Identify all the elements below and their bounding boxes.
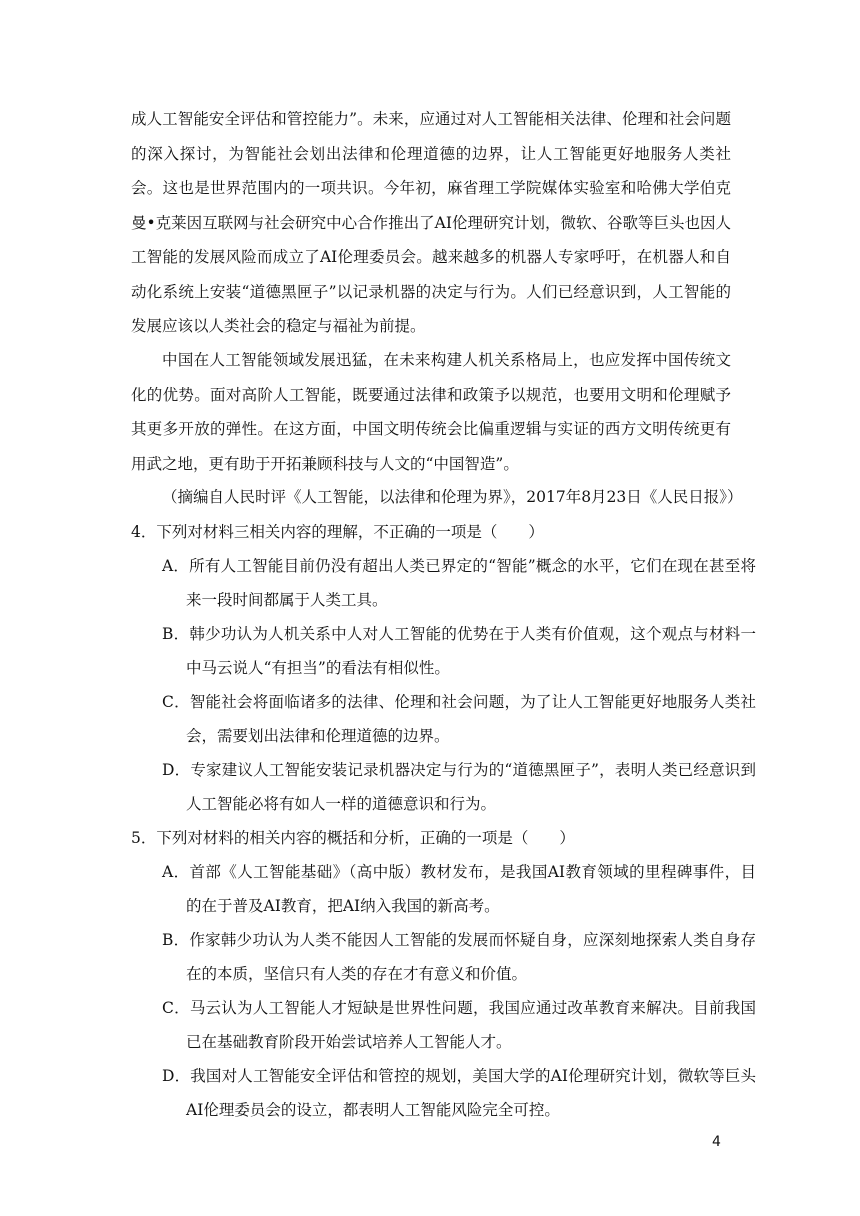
page-number: 4 [712,1134,721,1150]
passage-paragraph-2: 中国在人工智能领域发展迅猛，在未来构建人机关系格局上，也应发挥中国传统文化的优势。面对高阶人工智能，既要通过法律和政策予以规范，也要用文明和伦理赋予其更多开放的弹性。在这方面，中国文明传统会比偏重逻辑与实证的西方文明传统更有用武之地，更有助于开拓兼顾科技与人文的“中国智造”。 [131,351,731,473]
question-4-option-b: B．韩少功认为人机关系中人对人工智能的优势在于人类有价值观，这个观点与材料一中马云说人“有担当”的看法有相似性。 [162,625,756,677]
question-4-stem: 4．下列对材料三相关内容的理解，不正确的一项是（ ） [131,523,544,541]
passage-paragraph-1: 成人工智能安全评估和管控能力”。未来，应通过对人工智能相关法律、伦理和社会问题的深入探讨，为智能社会划出法律和伦理道德的边界，让人工智能更好地服务人类社会。这也是世界范围内的一项共识。今年初，麻省理工学院媒体实验室和哈佛大学伯克曼•克莱因互联网与社会研究中心合作推出了AI伦理研究计划，微软、谷歌等巨头也因人工智能的发展风险而成立了AI伦理委员会。越来越多的机器人专家呼吁，在机器人和自动化系统上安装“道德黑匣子”以记录机器的决定与行为。人们已经意识到，人工智能的发展应该以人类社会的稳定与福祉为前提。 [131,110,731,335]
question-5-option-d: D．我国对人工智能安全评估和管控的规划，美国大学的AI伦理研究计划，微软等巨头AI伦理委员会的设立，都表明人工智能风险完全可控。 [162,1067,756,1119]
question-5-stem: 5．下列对材料的相关内容的概括和分析，正确的一项是（ ） [131,829,575,847]
passage-source: （摘编自人民时评《人工智能，以法律和伦理为界》，2017年8月23日《人民日报》） [162,488,743,506]
question-5-option-b: B．作家韩少功认为人类不能因人工智能的发展而怀疑自身，应深刻地探索人类自身存在的本质，坚信只有人类的存在才有意义和价值。 [162,931,756,983]
question-4-option-c: C．智能社会将面临诸多的法律、伦理和社会问题，为了让人工智能更好地服务人类社会，需要划出法律和伦理道德的边界。 [162,693,756,745]
question-5-option-a: A．首部《人工智能基础》（高中版）教材发布，是我国AI教育领域的里程碑事件，目的在于普及AI教育，把AI纳入我国的新高考。 [162,863,756,915]
question-5-option-c: C．马云认为人工智能人才短缺是世界性问题，我国应通过改革教育来解决。目前我国已在基础教育阶段开始尝试培养人工智能人才。 [162,999,756,1051]
question-4-option-a: A．所有人工智能目前仍没有超出人类已界定的“智能”概念的水平，它们在现在甚至将来一段时间都属于人类工具。 [162,557,756,609]
question-4-option-d: D．专家建议人工智能安装记录机器决定与行为的“道德黑匣子”，表明人类已经意识到人工智能必将有如人一样的道德意识和行为。 [162,761,756,813]
